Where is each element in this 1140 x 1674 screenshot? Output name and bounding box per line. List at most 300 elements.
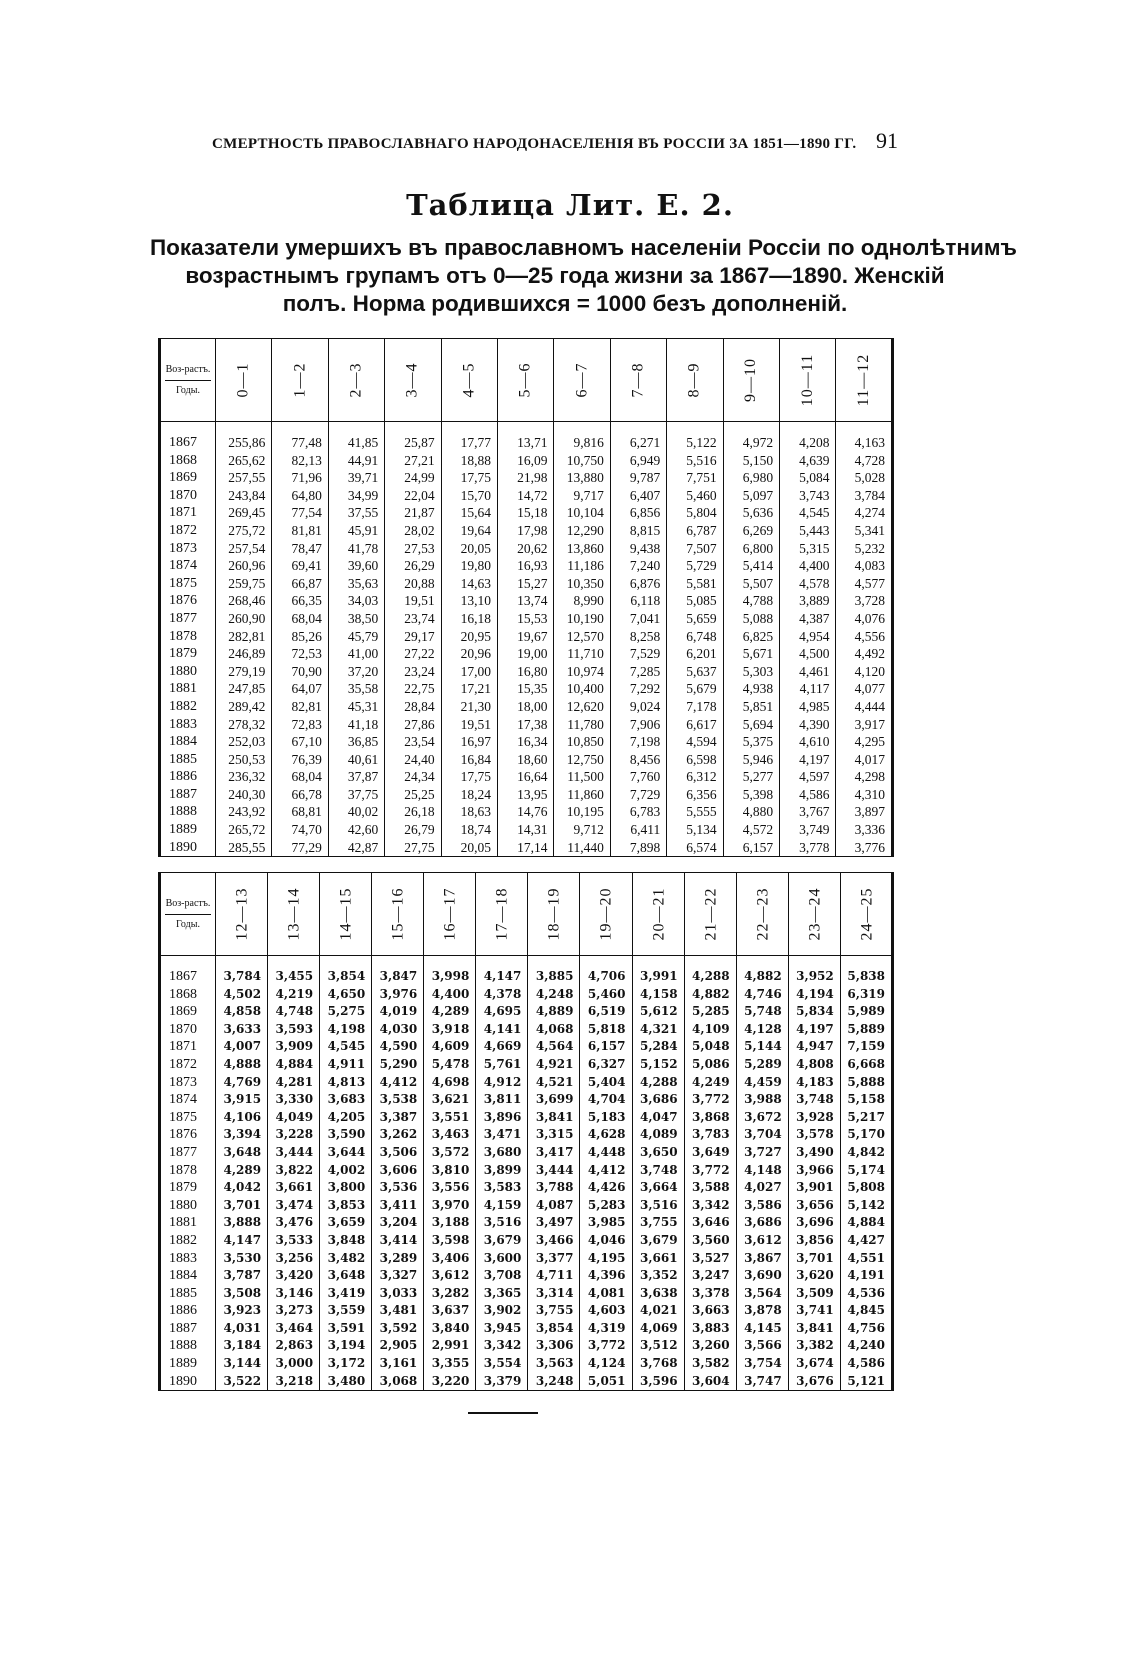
year-cell: 1889: [160, 821, 216, 839]
value-cell: 11,440: [554, 839, 610, 857]
table-row: [160, 1074, 893, 1092]
year-cell: 1876: [160, 592, 216, 610]
value-cell: 5,051: [580, 1373, 632, 1391]
value-cell: 3,748: [632, 1162, 684, 1180]
header-row: [160, 873, 893, 956]
value-cell: 4,426: [580, 1179, 632, 1197]
year-cell: 1886: [160, 768, 216, 786]
value-cell: 9,787: [610, 469, 666, 487]
value-cell: 3,414: [372, 1232, 424, 1250]
value-cell: 4,572: [723, 821, 779, 839]
value-cell: 3,909: [268, 1038, 320, 1056]
value-cell: 6,157: [580, 1038, 632, 1056]
value-cell: 3,379: [476, 1373, 528, 1391]
value-cell: 5,217: [840, 1109, 892, 1127]
value-cell: 4,288: [632, 1074, 684, 1092]
table-row: [160, 839, 893, 857]
value-cell: 39,71: [328, 469, 384, 487]
age-column-header: [667, 339, 723, 422]
value-cell: 3,784: [216, 968, 268, 986]
value-cell: 285,55: [216, 839, 272, 857]
spacer-cell: [272, 422, 328, 435]
value-cell: 5,232: [836, 540, 893, 558]
spacer-cell: [723, 422, 779, 435]
table-row: [160, 1232, 893, 1250]
value-cell: 5,636: [723, 504, 779, 522]
value-cell: 27,22: [385, 645, 441, 663]
value-cell: 3,463: [424, 1126, 476, 1144]
value-cell: 3,783: [684, 1126, 736, 1144]
value-cell: 4,788: [723, 592, 779, 610]
value-cell: 26,79: [385, 821, 441, 839]
age-group-label: 11—12: [854, 353, 872, 407]
value-cell: 3,883: [684, 1320, 736, 1338]
value-cell: 4,650: [320, 986, 372, 1004]
value-cell: 4,597: [780, 768, 836, 786]
value-cell: 72,53: [272, 645, 328, 663]
value-cell: 3,161: [372, 1355, 424, 1373]
value-cell: 6,157: [723, 839, 779, 857]
value-cell: 5,285: [684, 1003, 736, 1021]
value-cell: 18,74: [441, 821, 497, 839]
value-cell: 5,460: [667, 487, 723, 505]
value-cell: 45,79: [328, 628, 384, 646]
value-cell: 13,860: [554, 540, 610, 558]
value-cell: 6,574: [667, 839, 723, 857]
value-cell: 71,96: [272, 469, 328, 487]
value-cell: 5,637: [667, 663, 723, 681]
value-cell: 5,290: [372, 1056, 424, 1074]
value-cell: 3,686: [736, 1214, 788, 1232]
value-cell: 3,776: [836, 839, 893, 857]
value-cell: 6,787: [667, 522, 723, 540]
value-cell: 279,19: [216, 663, 272, 681]
table-row: [160, 1162, 893, 1180]
value-cell: 6,800: [723, 540, 779, 558]
value-cell: 4,704: [580, 1091, 632, 1109]
value-cell: 257,55: [216, 469, 272, 487]
value-cell: 3,784: [836, 487, 893, 505]
value-cell: 3,482: [320, 1250, 372, 1268]
value-cell: 5,275: [320, 1003, 372, 1021]
value-cell: 16,09: [498, 452, 554, 470]
value-cell: 3,966: [788, 1162, 840, 1180]
value-cell: 7,507: [667, 540, 723, 558]
year-label: Годы.: [176, 384, 200, 396]
value-cell: 4,319: [580, 1320, 632, 1338]
table-row: [160, 487, 893, 505]
value-cell: 3,527: [684, 1250, 736, 1268]
value-cell: 3,648: [216, 1144, 268, 1162]
value-cell: 21,98: [498, 469, 554, 487]
value-cell: 4,427: [840, 1232, 892, 1250]
value-cell: 72,83: [272, 716, 328, 734]
value-cell: 3,663: [684, 1302, 736, 1320]
value-cell: 265,62: [216, 452, 272, 470]
value-cell: 4,031: [216, 1320, 268, 1338]
value-cell: 240,30: [216, 786, 272, 804]
value-cell: 4,880: [723, 803, 779, 821]
age-column-header: [836, 339, 893, 422]
value-cell: 15,18: [498, 504, 554, 522]
value-cell: 3,387: [372, 1109, 424, 1127]
value-cell: 4,240: [840, 1337, 892, 1355]
value-cell: 3,701: [216, 1197, 268, 1215]
value-cell: 4,590: [372, 1038, 424, 1056]
value-cell: 17,77: [441, 434, 497, 452]
table-row: [160, 1091, 893, 1109]
value-cell: 3,506: [372, 1144, 424, 1162]
value-cell: 17,21: [441, 680, 497, 698]
spacer-cell: [780, 422, 836, 435]
year-cell: 1885: [160, 751, 216, 769]
value-cell: 4,248: [528, 986, 580, 1004]
value-cell: 3,497: [528, 1214, 580, 1232]
table-row: [160, 1373, 893, 1391]
table-title: Таблица Лит. Е. 2.: [406, 188, 734, 222]
table-row: [160, 1038, 893, 1056]
value-cell: 17,14: [498, 839, 554, 857]
value-cell: 7,906: [610, 716, 666, 734]
value-cell: 4,884: [840, 1214, 892, 1232]
value-cell: 5,085: [667, 592, 723, 610]
value-cell: 3,600: [476, 1250, 528, 1268]
value-cell: 6,271: [610, 434, 666, 452]
value-cell: 16,18: [441, 610, 497, 628]
year-cell: 1876: [160, 1126, 216, 1144]
year-cell: 1882: [160, 1232, 216, 1250]
table-row: [160, 1285, 893, 1303]
age-group-label: 7—8: [629, 362, 647, 398]
value-cell: 34,03: [328, 592, 384, 610]
year-cell: 1872: [160, 1056, 216, 1074]
value-cell: 6,598: [667, 751, 723, 769]
value-cell: 69,41: [272, 557, 328, 575]
value-cell: 5,048: [684, 1038, 736, 1056]
value-cell: 7,198: [610, 733, 666, 751]
value-cell: 3,474: [268, 1197, 320, 1215]
age-label: Воз-растъ.: [165, 364, 211, 381]
value-cell: 4,628: [580, 1126, 632, 1144]
value-cell: 3,672: [736, 1109, 788, 1127]
value-cell: 3,664: [632, 1179, 684, 1197]
value-cell: 4,586: [840, 1355, 892, 1373]
value-cell: 3,536: [372, 1179, 424, 1197]
value-cell: 3,728: [836, 592, 893, 610]
value-cell: 289,42: [216, 698, 272, 716]
value-cell: 18,63: [441, 803, 497, 821]
table-row: [160, 522, 893, 540]
value-cell: 20,88: [385, 575, 441, 593]
value-cell: 3,991: [632, 968, 684, 986]
value-cell: 2,905: [372, 1337, 424, 1355]
value-cell: 37,20: [328, 663, 384, 681]
spacer-cell: [372, 956, 424, 969]
age-group-label: 5—6: [516, 362, 534, 398]
value-cell: 3,772: [684, 1091, 736, 1109]
value-cell: 4,813: [320, 1074, 372, 1092]
table-row: [160, 1214, 893, 1232]
age-column-header: [328, 339, 384, 422]
value-cell: 16,93: [498, 557, 554, 575]
value-cell: 3,897: [836, 803, 893, 821]
closing-rule: [468, 1412, 538, 1414]
value-cell: 3,659: [320, 1214, 372, 1232]
value-cell: 3,638: [632, 1285, 684, 1303]
value-cell: 3,471: [476, 1126, 528, 1144]
spacer-cell: [160, 422, 216, 435]
value-cell: 4,459: [736, 1074, 788, 1092]
table-row: [160, 1144, 893, 1162]
value-cell: 8,815: [610, 522, 666, 540]
value-cell: 28,02: [385, 522, 441, 540]
table-row: [160, 575, 893, 593]
year-cell: 1877: [160, 610, 216, 628]
spacer-cell: [328, 422, 384, 435]
value-cell: 3,509: [788, 1285, 840, 1303]
value-cell: 78,47: [272, 540, 328, 558]
value-cell: 3,767: [780, 803, 836, 821]
age-column-header: [684, 873, 736, 956]
value-cell: 3,444: [268, 1144, 320, 1162]
value-cell: 3,923: [216, 1302, 268, 1320]
value-cell: 4,711: [528, 1267, 580, 1285]
value-cell: 4,746: [736, 986, 788, 1004]
value-cell: 3,889: [780, 592, 836, 610]
age-group-label: 19—20: [597, 887, 615, 941]
value-cell: 45,31: [328, 698, 384, 716]
value-cell: 3,696: [788, 1214, 840, 1232]
value-cell: 39,60: [328, 557, 384, 575]
value-cell: 5,088: [723, 610, 779, 628]
value-cell: 9,712: [554, 821, 610, 839]
age-column-header: [528, 873, 580, 956]
value-cell: 3,342: [684, 1197, 736, 1215]
age-group-label: 6—7: [573, 362, 591, 398]
age-group-label: 24—25: [858, 887, 876, 941]
value-cell: 4,289: [216, 1162, 268, 1180]
value-cell: 3,915: [216, 1091, 268, 1109]
value-cell: 3,444: [528, 1162, 580, 1180]
value-cell: 6,356: [667, 786, 723, 804]
value-cell: 26,18: [385, 803, 441, 821]
value-cell: 4,858: [216, 1003, 268, 1021]
value-cell: 3,928: [788, 1109, 840, 1127]
value-cell: 3,952: [788, 968, 840, 986]
table-subtitle: [150, 234, 1017, 318]
value-cell: 4,148: [736, 1162, 788, 1180]
value-cell: 3,593: [268, 1021, 320, 1039]
spacer-cell: [476, 956, 528, 969]
value-cell: 5,097: [723, 487, 779, 505]
value-cell: 5,989: [840, 1003, 892, 1021]
value-cell: 3,985: [580, 1214, 632, 1232]
age-column-header: [320, 873, 372, 956]
value-cell: 4,400: [424, 986, 476, 1004]
value-cell: 3,854: [320, 968, 372, 986]
value-cell: 4,194: [788, 986, 840, 1004]
value-cell: 3,945: [476, 1320, 528, 1338]
value-cell: 36,85: [328, 733, 384, 751]
value-cell: 3,188: [424, 1214, 476, 1232]
table-row: [160, 663, 893, 681]
value-cell: 5,277: [723, 768, 779, 786]
value-cell: 4,390: [780, 716, 836, 734]
value-cell: 250,53: [216, 751, 272, 769]
year-cell: 1874: [160, 1091, 216, 1109]
value-cell: 3,754: [736, 1355, 788, 1373]
year-cell: 1883: [160, 716, 216, 734]
value-cell: 5,555: [667, 803, 723, 821]
value-cell: 27,86: [385, 716, 441, 734]
value-cell: 25,87: [385, 434, 441, 452]
value-cell: 4,748: [268, 1003, 320, 1021]
value-cell: 42,87: [328, 839, 384, 857]
value-cell: 5,748: [736, 1003, 788, 1021]
value-cell: 3,976: [372, 986, 424, 1004]
value-cell: 34,99: [328, 487, 384, 505]
value-cell: 3,355: [424, 1355, 476, 1373]
year-cell: 1875: [160, 575, 216, 593]
value-cell: 282,81: [216, 628, 272, 646]
value-cell: 15,64: [441, 504, 497, 522]
value-cell: 14,31: [498, 821, 554, 839]
value-cell: 3,888: [216, 1214, 268, 1232]
value-cell: 3,411: [372, 1197, 424, 1215]
value-cell: 6,201: [667, 645, 723, 663]
value-cell: 7,751: [667, 469, 723, 487]
value-cell: 3,868: [684, 1109, 736, 1127]
value-cell: 4,197: [788, 1021, 840, 1039]
table-row: [160, 716, 893, 734]
value-cell: 3,586: [736, 1197, 788, 1215]
value-cell: 3,464: [268, 1320, 320, 1338]
value-cell: 7,159: [840, 1038, 892, 1056]
value-cell: 260,96: [216, 557, 272, 575]
value-cell: 20,05: [441, 839, 497, 857]
value-cell: 5,808: [840, 1179, 892, 1197]
value-cell: 19,51: [385, 592, 441, 610]
spacer-cell: [736, 956, 788, 969]
subtitle-line: полъ. Норма родившихся = 1000 безъ дополненій.: [282, 291, 848, 316]
spacer-cell: [268, 956, 320, 969]
value-cell: 3,260: [684, 1337, 736, 1355]
value-cell: 40,02: [328, 803, 384, 821]
value-cell: 16,34: [498, 733, 554, 751]
value-cell: 20,62: [498, 540, 554, 558]
value-cell: 16,97: [441, 733, 497, 751]
value-cell: 3,841: [528, 1109, 580, 1127]
value-cell: 14,72: [498, 487, 554, 505]
value-cell: 4,412: [580, 1162, 632, 1180]
running-title: СМЕРТНОСТЬ ПРАВОСЛАВНАГО НАРОДОНАСЕЛЕНІЯ ВЪ РОССІИ ЗА 1851—1890 ГГ.: [212, 136, 857, 152]
value-cell: 3,661: [632, 1250, 684, 1268]
year-label: Годы.: [176, 918, 200, 930]
value-cell: 5,671: [723, 645, 779, 663]
value-cell: 3,204: [372, 1214, 424, 1232]
value-cell: 4,756: [840, 1320, 892, 1338]
age-column-header: [610, 339, 666, 422]
value-cell: 6,519: [580, 1003, 632, 1021]
value-cell: 3,704: [736, 1126, 788, 1144]
value-cell: 3,748: [788, 1091, 840, 1109]
value-cell: 4,002: [320, 1162, 372, 1180]
value-cell: 77,29: [272, 839, 328, 857]
value-cell: 5,838: [840, 968, 892, 986]
value-cell: 3,538: [372, 1091, 424, 1109]
spacer-row: [160, 956, 893, 969]
value-cell: 5,150: [723, 452, 779, 470]
value-cell: 4,288: [684, 968, 736, 986]
value-cell: 5,283: [580, 1197, 632, 1215]
table-row: [160, 1267, 893, 1285]
value-cell: 252,03: [216, 733, 272, 751]
value-cell: 25,25: [385, 786, 441, 804]
value-cell: 4,249: [684, 1074, 736, 1092]
page-number: 91: [876, 128, 898, 153]
year-cell: 1881: [160, 1214, 216, 1232]
value-cell: 5,084: [780, 469, 836, 487]
value-cell: 4,117: [780, 680, 836, 698]
year-cell: 1883: [160, 1250, 216, 1268]
value-cell: 66,35: [272, 592, 328, 610]
value-cell: 66,78: [272, 786, 328, 804]
value-cell: 6,319: [840, 986, 892, 1004]
value-cell: 4,706: [580, 968, 632, 986]
table-row: [160, 1003, 893, 1021]
value-cell: 7,898: [610, 839, 666, 857]
value-cell: 20,05: [441, 540, 497, 558]
value-cell: 4,049: [268, 1109, 320, 1127]
value-cell: 4,808: [788, 1056, 840, 1074]
value-cell: 8,456: [610, 751, 666, 769]
value-cell: 4,536: [840, 1285, 892, 1303]
value-cell: 4,728: [836, 452, 893, 470]
table-row: [160, 786, 893, 804]
spacer-cell: [840, 956, 892, 969]
value-cell: 5,729: [667, 557, 723, 575]
value-cell: 5,851: [723, 698, 779, 716]
age-column-header: [632, 873, 684, 956]
year-cell: 1886: [160, 1302, 216, 1320]
value-cell: 7,529: [610, 645, 666, 663]
value-cell: 40,61: [328, 751, 384, 769]
value-cell: 6,411: [610, 821, 666, 839]
value-cell: 5,659: [667, 610, 723, 628]
value-cell: 3,563: [528, 1355, 580, 1373]
value-cell: 12,750: [554, 751, 610, 769]
spacer-cell: [684, 956, 736, 969]
value-cell: 3,566: [736, 1337, 788, 1355]
table-row: [160, 540, 893, 558]
value-cell: 260,90: [216, 610, 272, 628]
value-cell: 76,39: [272, 751, 328, 769]
value-cell: 35,58: [328, 680, 384, 698]
value-cell: 15,70: [441, 487, 497, 505]
value-cell: 4,068: [528, 1021, 580, 1039]
value-cell: 243,84: [216, 487, 272, 505]
age-group-label: 14—15: [337, 887, 355, 941]
value-cell: 257,54: [216, 540, 272, 558]
spacer-cell: [498, 422, 554, 435]
table-row: [160, 557, 893, 575]
value-cell: 3,262: [372, 1126, 424, 1144]
spacer-cell: [160, 956, 216, 969]
value-cell: 255,86: [216, 434, 272, 452]
value-cell: 3,598: [424, 1232, 476, 1250]
age-group-label: 4—5: [460, 362, 478, 398]
value-cell: 4,021: [632, 1302, 684, 1320]
